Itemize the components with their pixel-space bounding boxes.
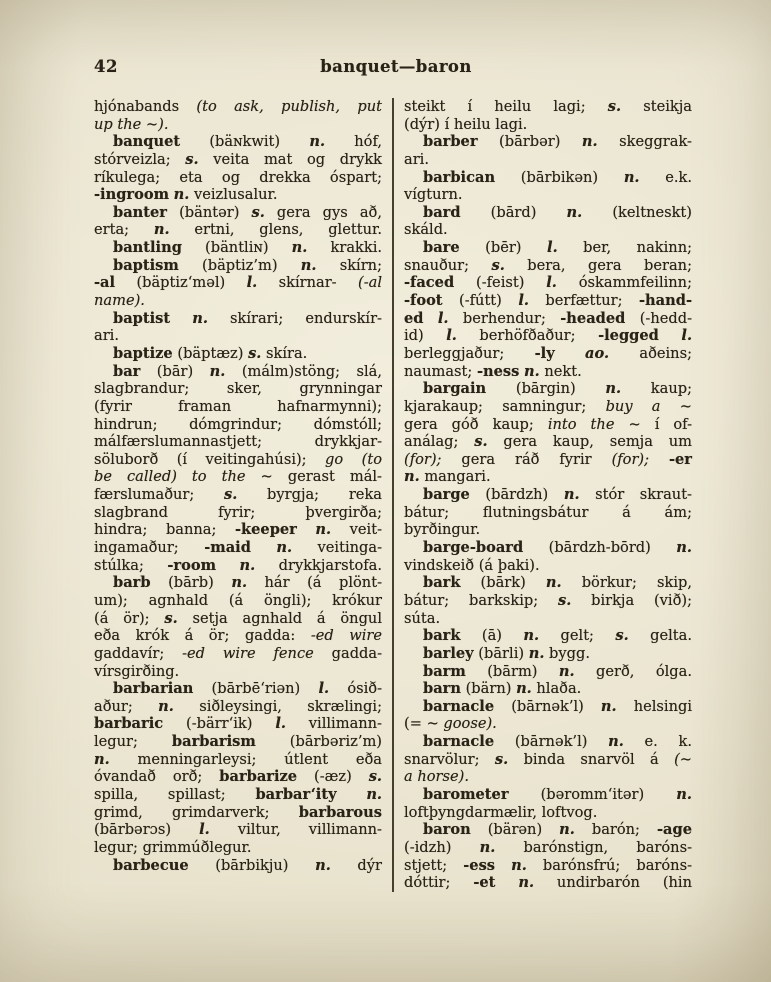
text-line: barbican (bārbikən) n. e.k. <box>423 168 692 186</box>
text-line: ari. <box>404 150 429 168</box>
text-line: barbarian (bārbē‘riən) l. ósið- <box>113 680 382 698</box>
text-line: barge (bārdzh) n. stór skraut- <box>423 486 692 504</box>
text-line: vírsgirðing. <box>94 662 180 680</box>
text-line: bark (ā) n. gelt; s. gelta. <box>423 627 692 645</box>
text-line: stórveizla; s. veita mat og drykk <box>94 150 383 168</box>
text-line: barnacle (bārnək’l) n. e. k. <box>423 733 692 751</box>
text-line: ari. <box>94 327 119 345</box>
text-line: baron (bärən) n. barón; -age <box>423 821 692 839</box>
text-line: up the ~). <box>94 115 169 133</box>
text-line: be called) to the ~ gerast mál- <box>94 468 382 486</box>
text-line: um); agnhald (á öngli); krókur <box>94 591 382 609</box>
text-line: skáld. <box>404 221 448 239</box>
text-line: -ingroom n. veizlusalur. <box>94 186 278 204</box>
text-line: spilla, spillast; barbar‘ity n. <box>94 785 383 803</box>
text-line: barge-board (bārdzh-bōrd) n. <box>423 539 692 557</box>
text-line: bard (bārd) n. (keltneskt) <box>423 203 692 221</box>
text-line: barley (bārli) n. bygg. <box>423 644 590 662</box>
text-line: legur; grimmúðlegur. <box>94 838 252 856</box>
text-line: bark (bārk) n. börkur; skip, <box>423 574 693 592</box>
dictionary-page <box>94 57 692 892</box>
column-divider <box>392 98 394 892</box>
text-line: barnacle (bārnək’l) n. helsingi <box>423 697 692 715</box>
text-line: baptism (bäptiz’m) n. skírn; <box>113 256 382 274</box>
text-line: -al (bäptiz‘məl) l. skírnar- (-al <box>94 274 382 292</box>
text-line: eða krók á ör; gadda: -ed wire <box>94 627 382 645</box>
text-line: söluborð (í veitingahúsi); go (to <box>94 450 382 468</box>
text-line: n. menningarleysi; útlent eða <box>94 750 382 768</box>
text-line: (dýr) í heilu lagi. <box>404 115 528 133</box>
running-header-row <box>94 57 692 77</box>
text-line: málfærslumannastjett; drykkjar- <box>94 433 382 451</box>
text-line: loftþyngdarmælir, loftvog. <box>404 803 598 821</box>
text-line: baptize (bäptæz) s. skíra. <box>113 344 308 362</box>
text-line: kjarakaup; samningur; buy a ~ <box>404 397 692 415</box>
text-line: -foot (-fútt) l. berfættur; -hand- <box>404 292 692 310</box>
text-line: ingamaður; -maid n. veitinga- <box>94 539 382 557</box>
text-line: barn (bärn) n. hlaða. <box>423 680 582 698</box>
two-column-text <box>94 98 692 892</box>
text-line: análag; s. gera kaup, semja um <box>404 433 692 451</box>
text-line: ed l. berhendur; -headed (-hedd- <box>404 309 692 327</box>
text-line: barm (bārm) n. gerð, ólga. <box>423 662 692 680</box>
text-line: n. mangari. <box>404 468 491 486</box>
text-line: banquet (bäɴkwit) n. hóf, <box>113 133 382 151</box>
text-line: bátur; flutningsbátur á ám; <box>404 503 692 521</box>
text-line: hindra; banna; -keeper n. veit- <box>94 521 383 539</box>
text-line: (bārbərɔs) l. viltur, villimann- <box>94 821 382 839</box>
text-line: slagbrandur; sker, grynningar <box>94 380 382 398</box>
text-line: ríkulega; eta og drekka óspart; <box>94 168 382 186</box>
text-line: bar (bār) n. (málm)stöng; slá, <box>113 362 382 380</box>
text-line: súta. <box>404 609 441 627</box>
text-line: slagbrand fyrir; þvergirða; <box>94 503 382 521</box>
text-line: hjónabands (to ask, publish, put <box>94 98 382 115</box>
text-line: grimd, grimdarverk; barbarous <box>94 803 382 821</box>
text-line: stúlka; -room n. drykkjarstofa. <box>94 556 382 574</box>
text-line: bargain (bārgin) n. kaup; <box>423 380 692 398</box>
text-line: dóttir; -et n. undirbarón (hin <box>404 874 692 892</box>
text-line: (á ör); s. setja agnhald á öngul <box>94 609 382 627</box>
text-line: hindrun; dómgrindur; dómstóll; <box>94 415 382 433</box>
page-number: 42 <box>94 57 118 76</box>
text-line: bare (bēr) l. ber, nakinn; <box>423 239 693 257</box>
text-line: barbaric (-bärr‘ik) l. villimann- <box>94 715 382 733</box>
text-line: barometer (bəromm‘itər) n. <box>423 785 692 803</box>
text-line: legur; barbarism (bārbəriz’m) <box>94 733 382 751</box>
text-line: name). <box>94 292 145 310</box>
text-line: id) l. berhöfðaður; -legged l. <box>404 327 693 345</box>
text-line: (fyrir framan hafnarmynni); <box>94 397 382 415</box>
text-line: banter (bäntər) s. gera gys að, <box>113 203 382 221</box>
text-line: a horse). <box>404 768 469 786</box>
right-column <box>404 98 692 892</box>
text-line: (-idzh) n. barónstign, baróns- <box>404 838 692 856</box>
text-line: bátur; barkskip; s. birkja (við); <box>404 591 692 609</box>
text-line: naumast; -ness n. nekt. <box>404 362 582 380</box>
left-column <box>94 98 382 892</box>
text-line: steikt í heilu lagi; s. steikja <box>404 98 692 115</box>
running-header: banquet—baron <box>320 57 472 76</box>
text-line: gera góð kaup; into the ~ í of- <box>404 415 692 433</box>
text-line: vígturn. <box>404 186 463 204</box>
text-line: stjett; -ess n. barónsfrú; baróns- <box>404 856 692 874</box>
text-line: berleggjaður; -ly ao. aðeins; <box>404 344 692 362</box>
text-line: vindskeið (á þaki). <box>404 556 540 574</box>
text-line: barbecue (bārbikju) n. dýr <box>113 856 382 874</box>
text-line: byrðingur. <box>404 521 481 539</box>
text-line: færslumaður; s. byrgja; reka <box>94 486 382 504</box>
text-line: gaddavír; -ed wire fence gadda- <box>94 644 383 662</box>
text-line: óvandað orð; barbarize (-æz) s. <box>94 768 382 786</box>
text-line: barber (bārbər) n. skeggrak- <box>423 133 692 151</box>
text-line: bantling (bäntliɴ) n. krakki. <box>113 239 383 257</box>
text-line: erta; n. ertni, glens, glettur. <box>94 221 382 239</box>
text-line: -faced (-feist) l. óskammfeilinn; <box>404 274 692 292</box>
text-line: snarvölur; s. binda snarvöl á (~ <box>404 750 692 768</box>
text-line: (for); gera ráð fyrir (for); -er <box>404 450 692 468</box>
text-line: (= ~ goose). <box>404 715 497 733</box>
text-line: snauður; s. bera, gera beran; <box>404 256 692 274</box>
text-line: barb (bārb) n. hár (á plönt- <box>113 574 382 592</box>
text-line: aður; n. siðleysingi, skrælingi; <box>94 697 382 715</box>
text-line: baptist n. skírari; endurskír- <box>113 309 382 327</box>
